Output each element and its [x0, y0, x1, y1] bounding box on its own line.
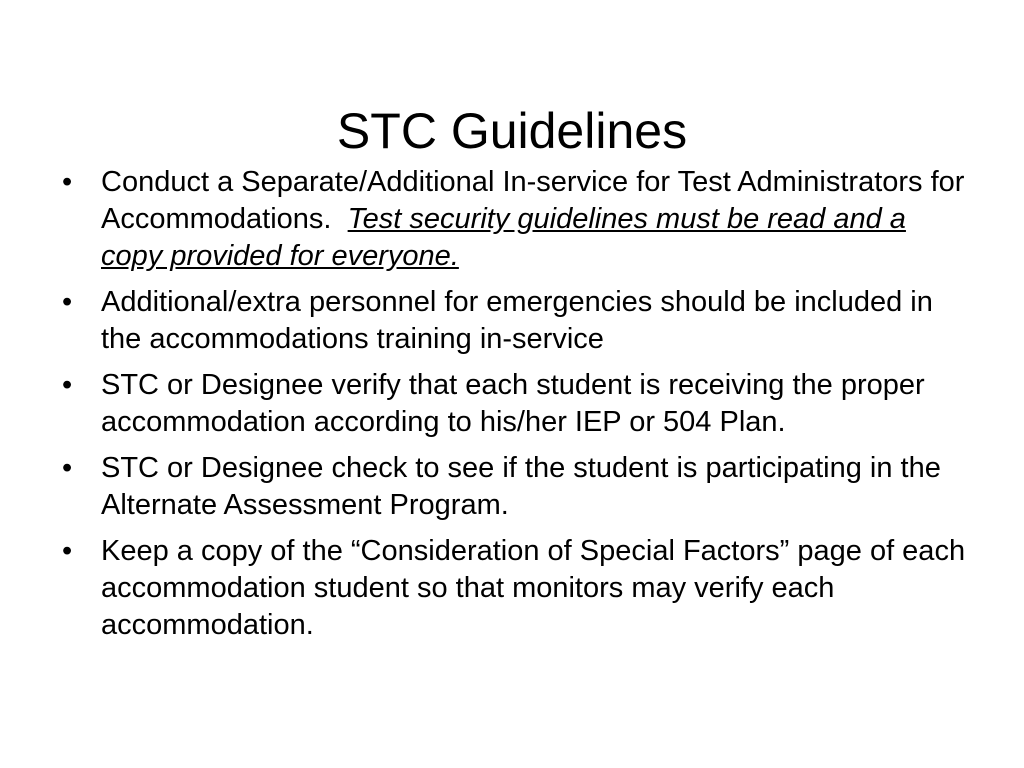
bullet-marker: • [62, 535, 73, 567]
bullet-item-4 [60, 450, 972, 524]
bullet-marker: • [62, 369, 73, 401]
bullet-item-5 [60, 533, 972, 644]
bullet-item-1 [60, 164, 972, 275]
bullet-marker: • [62, 166, 73, 198]
bullet-marker: • [62, 452, 73, 484]
bullet-emphasis-text: Test security guidelines must be read and a copy provided for everyone. [101, 203, 906, 272]
bullet-text: STC or Designee check to see if the student is participating in the Alternate Assessment Program. [101, 452, 941, 521]
bullet-text: STC or Designee verify that each student is receiving the proper accommodation according to his/her IEP or 504 Plan. [101, 369, 925, 438]
bullet-text: Additional/extra personnel for emergencies should be included in the accommodations training in-service [101, 286, 933, 355]
bullet-item-2 [60, 284, 972, 358]
slide-title: STC Guidelines [336, 102, 688, 159]
bullet-list [60, 164, 972, 653]
bullet-text: Conduct a Separate/Additional In-service for Test Administrators for Accommodations. [101, 166, 965, 235]
bullet-text: Keep a copy of the “Consideration of Special Factors” page of each accommodation student so that monitors may verify each accommodation. [101, 535, 966, 641]
bullet-item-3 [60, 367, 972, 441]
bullet-marker: • [62, 286, 73, 318]
